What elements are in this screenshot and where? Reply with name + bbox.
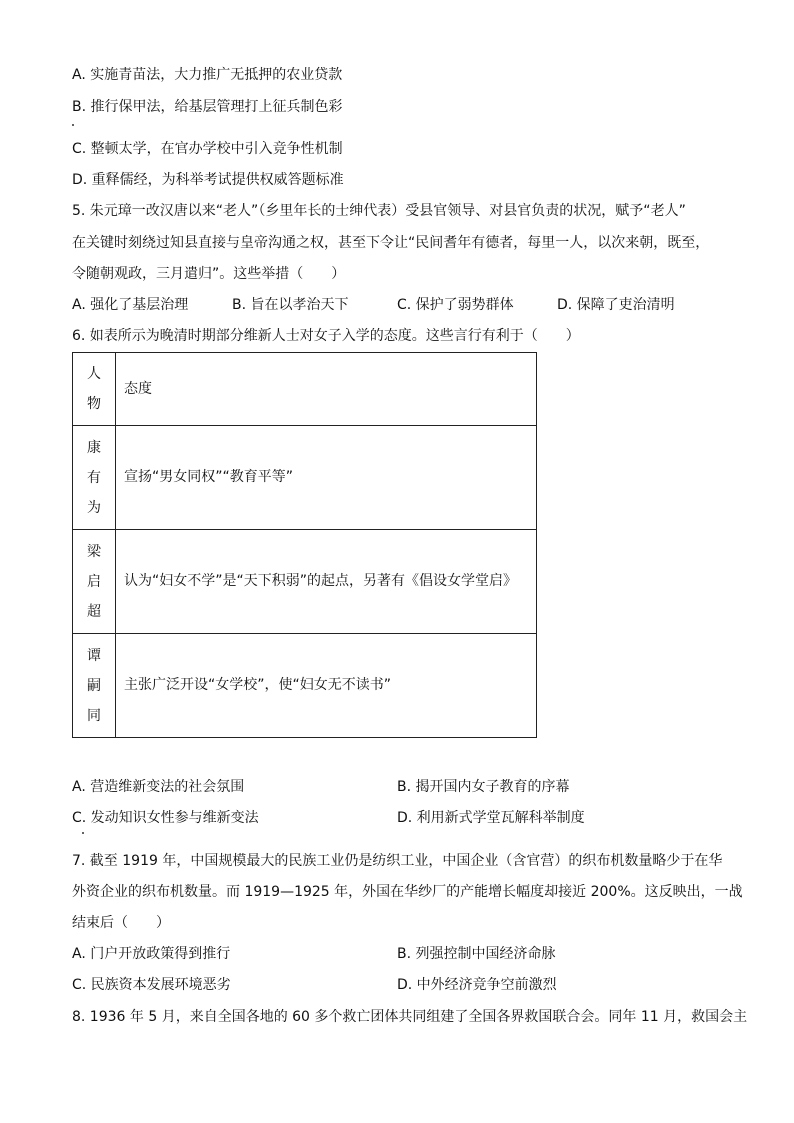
q7-option-a: A. 门户开放政策得到推行	[72, 946, 231, 962]
q6-option-b: B. 揭开国内女子教育的序幕	[397, 779, 570, 795]
q5-option-c: C. 保护了弱势群体	[397, 297, 514, 313]
row-attitude: 认为“妇女不学”是“天下积弱”的起点，另著有《倡设女学堂启》	[116, 530, 537, 634]
q4-option-b: B. 推行保甲法，给基层管理打上征兵制色彩	[72, 99, 343, 115]
table-row	[73, 530, 537, 634]
q7-option-c: C. 民族资本发展环境恶劣	[72, 977, 231, 993]
q5-stem-line-2: 在关键时刻绕过知县直接与皇帝沟通之权，甚至下令让“民间耆年有德者，每里一人，以次来朝，既至，	[72, 235, 710, 251]
row-person: 康 有 为	[73, 426, 116, 530]
q5-option-b: B. 旨在以孝治天下	[232, 297, 349, 313]
q5-stem-line-3: 令随朝观政，三月遣归”。这些举措（ ）	[72, 266, 346, 282]
q5-option-a: A. 强化了基层治理	[72, 297, 189, 313]
row-attitude: 主张广泛开设“女学校”，使“妇女无不读书”	[116, 634, 537, 738]
row-person: 梁 启 超	[73, 530, 116, 634]
q7-option-d: D. 中外经济竞争空前激烈	[397, 977, 557, 993]
print-mark	[72, 124, 74, 126]
q4-option-a: A. 实施青苗法，大力推广无抵押的农业贷款	[72, 67, 343, 83]
q6-stem: 6. 如表所示为晚清时期部分维新人士对女子入学的态度。这些言行有利于（ ）	[72, 328, 580, 344]
header-attitude: 态度	[116, 353, 537, 426]
q4-option-c: C. 整顿太学，在官办学校中引入竞争性机制	[72, 141, 343, 157]
header-person: 人 物	[73, 353, 116, 426]
q6-table	[72, 352, 537, 738]
q5-option-d: D. 保障了吏治清明	[557, 297, 675, 313]
table-header-row	[73, 353, 537, 426]
q7-stem-line-1: 7. 截至 1919 年，中国规模最大的民族工业仍是纺织工业，中国企业（含官营）的织布机数量略少于在华	[72, 853, 723, 869]
table-row	[73, 426, 537, 530]
q7-stem-line-2: 外资企业的织布机数量。而 1919—1925 年，外国在华纱厂的产能增长幅度却接近 200%。这反映出，一战	[72, 884, 743, 900]
q5-stem-line-1: 5. 朱元璋一改汉唐以来“老人”（乡里年长的士绅代表）受县官领导、对县官负责的状况，赋予“老人”	[72, 203, 686, 219]
q7-stem-line-3: 结束后（ ）	[72, 915, 170, 931]
q4-option-d: D. 重释儒经，为科举考试提供权威答题标准	[72, 172, 344, 188]
q6-option-a: A. 营造维新变法的社会氛围	[72, 779, 245, 795]
q6-option-d: D. 利用新式学堂瓦解科举制度	[397, 810, 585, 826]
table-row	[73, 634, 537, 738]
print-mark	[82, 832, 84, 834]
q6-option-c: C. 发动知识女性参与维新变法	[72, 810, 259, 826]
row-attitude: 宣扬“男女同权”“教育平等”	[116, 426, 537, 530]
q7-option-b: B. 列强控制中国经济命脉	[397, 946, 556, 962]
row-person: 谭 嗣 同	[73, 634, 116, 738]
q8-stem-line-1: 8. 1936 年 5 月，来自全国各地的 60 多个救亡团体共同组建了全国各界救国联合会。同年 11 月，救国会主	[72, 1009, 748, 1025]
